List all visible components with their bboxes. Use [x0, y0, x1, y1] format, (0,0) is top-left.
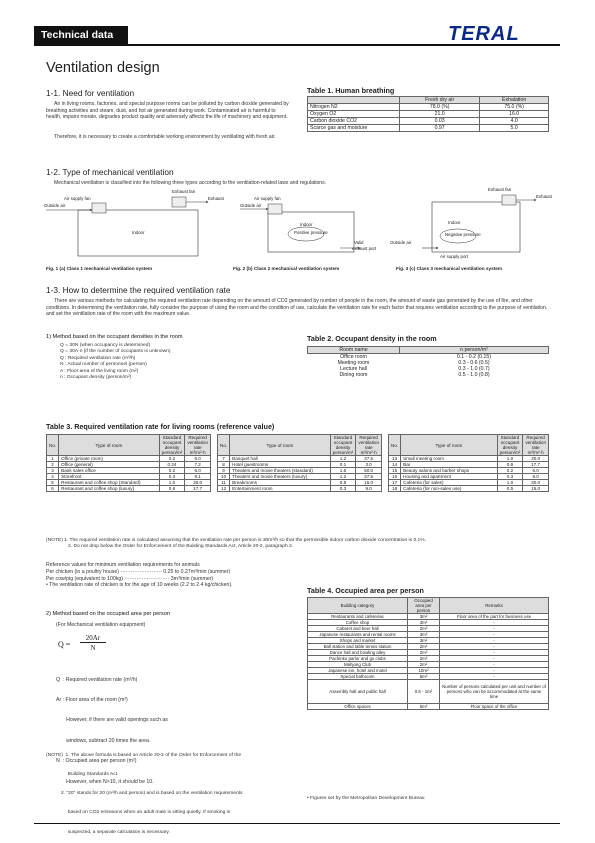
- table-cell: Breakrooms: [230, 480, 330, 486]
- table-1: [307, 96, 549, 132]
- animal-line: • The ventilation rate of chicken is for the age of 10 weeks (2.2 to 2.4 kg/chicken).: [46, 582, 233, 589]
- table-3-group-3: [388, 434, 549, 492]
- table-cell: Restaurant and coffee shop (Standard): [59, 480, 159, 486]
- table-cell: 10: [218, 474, 230, 480]
- table-cell: 1.0: [497, 480, 523, 486]
- note-line: 2. "20" stands for 20 (m³/h and person) and is based on the ventilation requirements: [46, 791, 243, 797]
- table-cell: 8: [218, 462, 230, 468]
- section-1-3-heading: 1-3. How to determine the required ventilation rate: [46, 285, 231, 295]
- formula-notes: [46, 737, 296, 843]
- table-row: [308, 598, 549, 614]
- table-row: [308, 97, 549, 104]
- table-cell: Japanese inn, hotel and motel: [308, 668, 408, 674]
- table-row: [308, 125, 549, 132]
- header-cell: Standard occupant density person/m²: [330, 435, 356, 456]
- note-line: 2. Do not drop below the Order for Enforcement of the Building Standards Act, Article 20-2, paragraph 2.: [68, 544, 294, 550]
- table-cell: -: [440, 620, 549, 626]
- table-cell: Number of persons calculated per unit and number of persons who can be accommodated at the same time: [440, 680, 549, 704]
- table-cell: 3m²: [408, 620, 440, 626]
- formula-denominator: N: [90, 644, 96, 652]
- header-cell: Fresh dry air: [400, 97, 480, 104]
- table-4-caption: Table 4. Occupied area per person: [307, 586, 424, 595]
- method-2-heading: 2) Method based on the occupied area per person: [46, 611, 171, 617]
- definition-line: However, if there are valid openings such as: [56, 717, 168, 724]
- table-cell: 0.2: [497, 468, 523, 474]
- table-cell: Assembly hall and public hall: [308, 680, 408, 704]
- definition-line: However, when N>10, it should be 10.: [56, 778, 154, 785]
- table-cell: -: [440, 674, 549, 680]
- table-cell: Carbon dioxide CO2: [308, 118, 400, 125]
- table-cell: -: [440, 626, 549, 632]
- table-cell: 15: [389, 468, 401, 474]
- table-cell: Cafeteria (for sales): [401, 480, 497, 486]
- table-cell: 2: [47, 462, 59, 468]
- animal-reference: [46, 562, 296, 589]
- section-label: Technical data: [34, 26, 128, 44]
- definition-line: windows, subtract 20 times the area.: [56, 737, 151, 744]
- table-cell: 9.1: [185, 474, 211, 480]
- table-cell: Cabaret and beer hall: [308, 626, 408, 632]
- table-cell: 0.1: [330, 462, 356, 468]
- table-row: [308, 372, 549, 378]
- animal-line: Per cow/pig (equivalent to 100kg) ·························· 3m³/min (summer): [46, 575, 214, 582]
- table-cell: Meeting room: [337, 360, 370, 366]
- table-cell: 10m²: [408, 668, 440, 674]
- table-cell: 0.3 - 1.0 (0.7): [458, 366, 490, 372]
- table-cell: 15.0: [356, 480, 382, 486]
- definition-line: Ar : Floor area of the room (m²): [56, 696, 128, 703]
- label: Outside air: [44, 203, 66, 208]
- table-cell: Restaurant and coffee shop (luxury): [59, 486, 159, 492]
- formula-line: Q = 30N (when occupancy is determined): [60, 343, 151, 348]
- table-cell: Coffee shop: [308, 620, 408, 626]
- table-cell: Cafeteria (for non-sales use): [401, 486, 497, 492]
- label: Indoor: [300, 222, 313, 227]
- label: Air supply fan: [64, 196, 91, 201]
- table-cell: 5m²: [408, 704, 440, 710]
- table-cell: 0.6: [159, 486, 185, 492]
- table-cell: 1.0: [497, 456, 523, 462]
- table-cell: 1.2: [330, 474, 356, 480]
- table-cell: 17: [389, 480, 401, 486]
- definition-line: n : Occupant density (person/m²): [60, 375, 132, 381]
- table-cell: 0.24: [159, 462, 185, 468]
- table-cell: Nitrogen N2: [308, 104, 400, 111]
- definition-line: N : Occupied area per person (m²): [56, 758, 137, 765]
- table-cell: Theaters and movie theaters (standard): [230, 468, 330, 474]
- table-4-footnote: • Figures set by the Metropolitan Development Bureau: [307, 796, 425, 801]
- table-cell: 0.5: [497, 486, 523, 492]
- table-cell: Dance hall and bowling alley: [308, 650, 408, 656]
- ventilation-diagrams: [40, 186, 560, 276]
- formula-line: Q = 30A·n (if the number of occupants is unknown): [60, 349, 171, 355]
- label: exhaust port: [352, 246, 377, 251]
- table-cell: 4.0: [480, 118, 549, 125]
- table-cell: 0.5 - 1m²: [408, 680, 440, 704]
- table-cell: 18: [389, 486, 401, 492]
- page-title: Ventilation design: [46, 60, 160, 76]
- table-row: [308, 104, 549, 111]
- table-cell: Floor area of the part for business use: [440, 614, 549, 620]
- table-cell: -: [440, 632, 549, 638]
- table-cell: 21.0: [400, 111, 480, 118]
- figure-3-diagram: [390, 187, 553, 259]
- header-cell: Building category: [308, 598, 408, 614]
- section-1-1-heading: 1-1. Need for ventilation: [46, 88, 135, 98]
- table-cell: 2m²: [408, 644, 440, 650]
- table-row: [389, 486, 549, 492]
- table-cell: Bar: [401, 462, 497, 468]
- table-cell: -: [440, 650, 549, 656]
- table-cell: 3.0: [356, 462, 382, 468]
- table-cell: 1.6: [330, 468, 356, 474]
- table-cell: 37.5: [356, 456, 382, 462]
- table-cell: Entertainment room: [230, 486, 330, 492]
- table-cell: Shops and market: [308, 638, 408, 644]
- table-cell: 0.3 - 0.6 (0.5): [458, 360, 490, 366]
- table-cell: 17.7: [185, 486, 211, 492]
- table-cell: Small meeting room: [401, 456, 497, 462]
- table-row: [218, 486, 382, 492]
- table-3-group-2: [217, 434, 382, 492]
- table-row: [47, 486, 211, 492]
- table-cell: -: [440, 638, 549, 644]
- note-line: Building Standards Act.: [46, 772, 119, 778]
- table-cell: 6.0: [185, 468, 211, 474]
- table-cell: -: [440, 662, 549, 668]
- figure-1-caption: Fig. 1 (a) Class 1 mechanical ventilation system: [46, 266, 153, 271]
- label: Exhaust fan: [488, 187, 512, 192]
- table-cell: 0.3: [497, 474, 523, 480]
- table-cell: 11: [218, 480, 230, 486]
- figure-2-diagram: [240, 196, 377, 252]
- table-cell: 37.5: [356, 474, 382, 480]
- formula-numerator: 20Ar: [80, 634, 106, 643]
- table-cell: 0.6: [497, 462, 523, 468]
- table-cell: Restaurants and cafeterias: [308, 614, 408, 620]
- table-cell: 16: [389, 474, 401, 480]
- table-cell: 2m²: [408, 656, 440, 662]
- teral-logo: [448, 22, 550, 44]
- section-1-2-heading: 1-2. Type of mechanical ventilation: [46, 167, 174, 177]
- table-cell: 14: [389, 462, 401, 468]
- table-cell: 78.0 (%): [400, 104, 480, 111]
- table-cell: Office spaces: [308, 704, 408, 710]
- table-cell: 30.0: [523, 480, 549, 486]
- section-1-3-text: There are various methods for calculating the required ventilation rate depending on the amount of CO2 generated by number of people in the room, the amount of waste gas generated by the use of fire, and other conditions. In determining the ventilation rate, fully consider the purpose of using the room and the condition of use, calculate the ventilation rate for each factor that requires ventilation according to the purpose of ventilation, and set the ventilation rate of the room with the maximum value.: [46, 298, 548, 318]
- table-row: [47, 435, 211, 456]
- header-cell: Required ventilation rate m³/m²·h: [523, 435, 549, 456]
- label: Positive pressure: [294, 230, 328, 235]
- section-1-1-paragraph-1: Air in living rooms, factories, and special purpose rooms can be polluted by carbon dioxide generated by breathing activities and steam, dust, and hot air generated during work. Contaminated air is harmful to health, impairs morale, degrades product quality and adversely affects the life of machinery and equipment.: [46, 101, 289, 121]
- formula-q: Q =: [58, 640, 71, 649]
- section-1-1-paragraph-2: Therefore, it is necessary to create a comfortable working environment by ventilating with fresh air.: [54, 134, 276, 140]
- table-cell: Beauty salons and barber shops: [401, 468, 497, 474]
- header-cell: Exhalation: [480, 97, 549, 104]
- definition-line: Q : Required ventilation rate (m³/h): [56, 676, 138, 683]
- table-2: [307, 346, 549, 378]
- method-1-list: [60, 343, 290, 381]
- table-cell: Scarce gas and moisture: [308, 125, 400, 132]
- label: Exhaust: [208, 196, 224, 201]
- header-cell: n person/m²: [400, 347, 549, 354]
- label: Outside air: [390, 240, 412, 245]
- table-cell: Dining room: [339, 372, 368, 378]
- table-cell: 2m²: [408, 626, 440, 632]
- table-cell: 6.0: [523, 468, 549, 474]
- label: Valid: [354, 240, 364, 245]
- footer-rule: [34, 823, 560, 824]
- table-cell: Lecture hall: [340, 366, 367, 372]
- table-cell: -: [440, 656, 549, 662]
- table-cell: 3: [47, 468, 59, 474]
- table-cell: Banquet hall: [230, 456, 330, 462]
- header-cell: Occupied area per person: [408, 598, 440, 614]
- table-cell: 3m²: [408, 632, 440, 638]
- note-line: based on CO2 emissions when an adult male is sitting quietly. If smoking is: [46, 810, 231, 816]
- table-cell: Housing and apartment: [401, 474, 497, 480]
- table-cell: Storefront: [59, 474, 159, 480]
- table-cell: 0.97: [400, 125, 480, 132]
- table-cell: 7.2: [185, 462, 211, 468]
- table-row: [218, 435, 382, 456]
- header-cell: Standard occupant density person/m²: [159, 435, 185, 456]
- table-cell: 15.0: [523, 486, 549, 492]
- table-cell: 75.0 (%): [480, 104, 549, 111]
- table-cell: 0.1 - 0.2 (0.15): [456, 354, 492, 360]
- table-row: [308, 680, 549, 704]
- header-cell: Type of room: [401, 435, 497, 456]
- table-cell: 0.3: [159, 474, 185, 480]
- label: Indoor: [132, 230, 145, 235]
- label: Negative pressure: [445, 232, 481, 237]
- table-cell: Theaters and movie theaters (luxury): [230, 474, 330, 480]
- animal-reference-title: Reference values for minimum ventilation requirements for animals: [46, 562, 200, 568]
- table-cell: 5.0: [480, 125, 549, 132]
- table-row: [308, 704, 549, 710]
- figure-3-caption: Fig. 3 (c) Class 3 mechanical ventilation system: [396, 266, 503, 271]
- table-cell: 13: [389, 456, 401, 462]
- table-cell: 9.0: [356, 486, 382, 492]
- label: Outside air: [240, 203, 262, 208]
- figure-2-caption: Fig. 2 (b) Class 2 mechanical ventilation system: [233, 266, 340, 271]
- label: Air supply fan: [254, 196, 281, 201]
- table-2-caption: Table 2. Occupant density in the room: [307, 334, 437, 343]
- table-cell: 1: [47, 456, 59, 462]
- label: Exhaust fan: [172, 189, 196, 194]
- method-1-heading: 1) Method based on the occupant densities in the room: [46, 334, 183, 340]
- table-cell: 7: [218, 456, 230, 462]
- table-cell: 6.0: [185, 456, 211, 462]
- table-3-notes: [46, 538, 549, 551]
- table-cell: 1.2: [330, 456, 356, 462]
- table-row: [308, 111, 549, 118]
- header-cell: Standard occupant density person/m²: [497, 435, 523, 456]
- label: Exhaust: [536, 194, 552, 199]
- table-cell: 0.03: [400, 118, 480, 125]
- table-cell: Mahjong Club: [308, 662, 408, 668]
- header-cell: Required ventilation rate m³/m²·h: [356, 435, 382, 456]
- note-line: (NOTE) 1. The above formula is based on Article 20-2 of the Order for Enforcement of the: [46, 752, 242, 758]
- header-cell: Remarks: [440, 598, 549, 614]
- header-cell: No.: [389, 435, 401, 456]
- table-cell: 30.0: [185, 480, 211, 486]
- header-cell: No.: [47, 435, 59, 456]
- table-cell: Ball station and table tennis station: [308, 644, 408, 650]
- table-cell: 3m²: [408, 638, 440, 644]
- header-cell: Type of room: [230, 435, 330, 456]
- table-cell: Floor space of the office: [440, 704, 549, 710]
- table-cell: 0.2: [159, 456, 185, 462]
- header-cell: Required ventilation rate m³/m²·h: [185, 435, 211, 456]
- header-cell: [308, 97, 400, 104]
- definition-line: Q : Required ventilation rate (m³/h): [60, 355, 136, 361]
- table-3-group-1: [46, 434, 211, 492]
- table-cell: 0.5: [330, 480, 356, 486]
- method-2-subheading: (For Mechanical ventilation equipment): [56, 622, 146, 628]
- table-cell: Hotel guestrooms: [230, 462, 330, 468]
- header-cell: Room name: [308, 347, 400, 354]
- table-cell: Office (private room): [59, 456, 159, 462]
- table-cell: -: [440, 644, 549, 650]
- table-3-caption: Table 3. Required ventilation rate for living rooms (reference value): [46, 422, 275, 431]
- label: Air supply port: [440, 254, 469, 259]
- table-cell: 2m²: [408, 650, 440, 656]
- section-1-2-text: Mechanical ventilation is classified into the following three types according to the ventilation-related laws and regulations.: [54, 180, 327, 186]
- table-cell: 9: [218, 468, 230, 474]
- table-row: [308, 347, 549, 354]
- table-cell: Bank sales office: [59, 468, 159, 474]
- table-1-caption: Table 1. Human breathing: [307, 86, 395, 95]
- table-cell: 0.2: [159, 468, 185, 474]
- table-cell: 4: [47, 474, 59, 480]
- note-line: suspected, a separate calculation is necessary.: [46, 829, 170, 835]
- table-cell: 16.0: [480, 111, 549, 118]
- header-cell: No.: [218, 435, 230, 456]
- table-cell: Oxygen O2: [308, 111, 400, 118]
- definition-line: N : Actual number of personnel (person): [60, 362, 147, 368]
- label: Indoor: [448, 220, 461, 225]
- header-cell: Type of room: [59, 435, 159, 456]
- table-4: [307, 597, 549, 710]
- table-cell: Special bathroom: [308, 674, 408, 680]
- table-cell: Office (general): [59, 462, 159, 468]
- table-cell: 0.3: [330, 486, 356, 492]
- header-rule: [34, 44, 560, 46]
- figure-1-diagram: [44, 189, 225, 256]
- table-cell: 50.0: [356, 468, 382, 474]
- animal-line: Per chicken (in a poultry house) ························ 0.25 to 0.27m³/min (summer): [46, 568, 231, 575]
- table-cell: 12: [218, 486, 230, 492]
- table-cell: Office room: [340, 354, 367, 360]
- table-cell: 2m²: [408, 662, 440, 668]
- brand-text: TERAL: [448, 23, 520, 44]
- table-cell: 0.5 - 1.0 (0.8): [458, 372, 490, 378]
- table-cell: 3m²: [408, 614, 440, 620]
- table-cell: 9.0: [523, 474, 549, 480]
- table-cell: 1.0: [159, 480, 185, 486]
- table-cell: 5: [47, 480, 59, 486]
- table-cell: 6: [47, 486, 59, 492]
- table-cell: 5m²: [408, 674, 440, 680]
- table-cell: -: [440, 668, 549, 674]
- table-row: [308, 118, 549, 125]
- table-cell: 30.0: [523, 456, 549, 462]
- definition-line: A : Floor area of the living room (m²): [60, 368, 139, 374]
- table-row: [389, 435, 549, 456]
- note-line: (NOTE) 1. The required ventilation rate is calculated assuming that the ventilation rate per person is 30m³/h so that the permissible indoor carbon dioxide concentration is 0.1%.: [46, 538, 426, 543]
- table-cell: 17.7: [523, 462, 549, 468]
- table-cell: Japanese restaurants and rental rooms: [308, 632, 408, 638]
- table-cell: Pachinko parlor and go clubs: [308, 656, 408, 662]
